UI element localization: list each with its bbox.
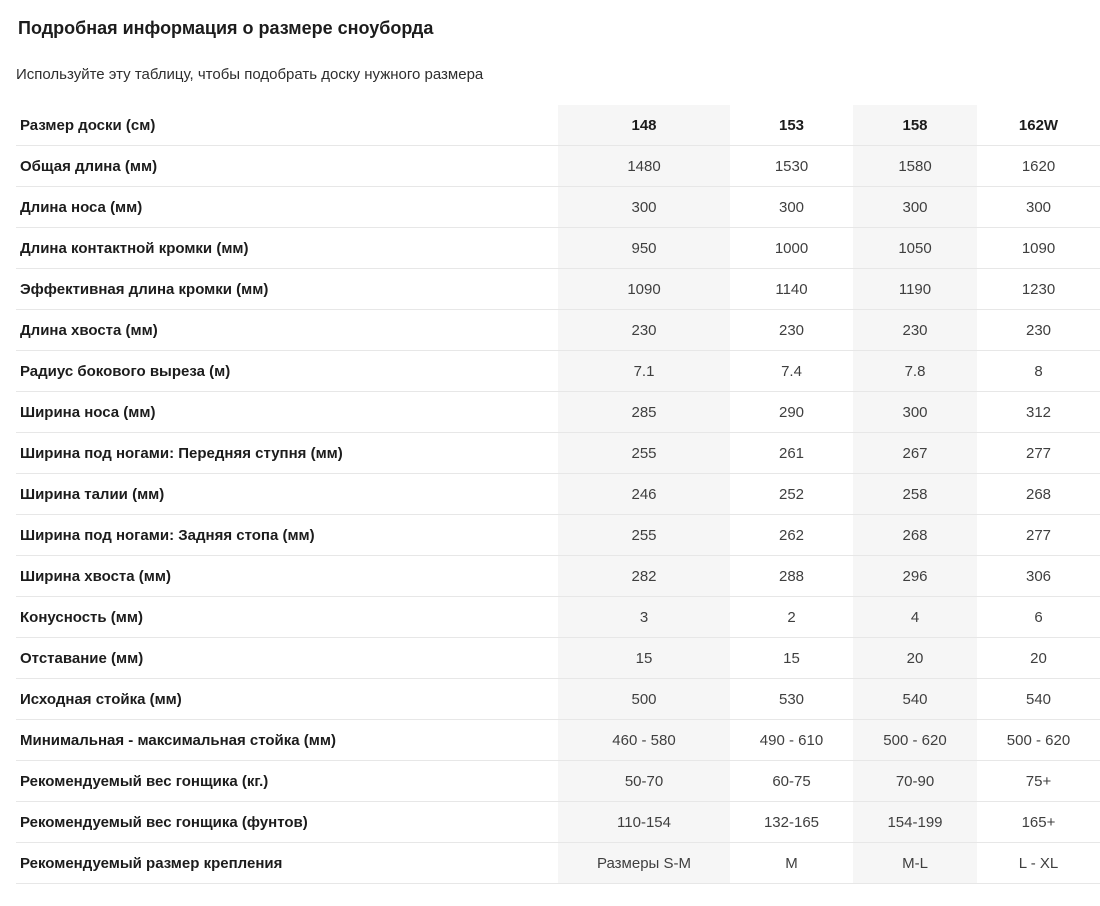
cell-value: M [730,843,853,884]
table-row [16,556,1100,597]
row-label: Ширина хвоста (мм) [16,556,558,597]
row-label: Длина хвоста (мм) [16,310,558,351]
cell-value: 252 [730,474,853,515]
row-label: Ширина под ногами: Задняя стопа (мм) [16,515,558,556]
cell-value: 262 [730,515,853,556]
row-label: Рекомендуемый размер крепления [16,843,558,884]
cell-value: 300 [853,392,977,433]
table-row [16,515,1100,556]
row-label: Отставание (мм) [16,638,558,679]
cell-value: 306 [977,556,1100,597]
cell-value: 282 [558,556,730,597]
cell-value: 312 [977,392,1100,433]
table-row [16,638,1100,679]
cell-value: 490 - 610 [730,720,853,761]
cell-value: 75+ [977,761,1100,802]
row-label: Конусность (мм) [16,597,558,638]
column-header-158: 158 [853,105,977,146]
page-title: Подробная информация о размере сноуборда [18,18,434,38]
cell-value: 2 [730,597,853,638]
cell-value: 1530 [730,146,853,187]
cell-value: 1190 [853,269,977,310]
cell-value: 460 - 580 [558,720,730,761]
row-label: Рекомендуемый вес гонщика (фунтов) [16,802,558,843]
cell-value: 540 [977,679,1100,720]
cell-value: 70-90 [853,761,977,802]
table-row [16,310,1100,351]
column-header-162w: 162W [977,105,1100,146]
page [0,16,1100,884]
table-body [16,146,1100,884]
cell-value: 267 [853,433,977,474]
cell-value: 230 [977,310,1100,351]
cell-value: 290 [730,392,853,433]
cell-value: 500 - 620 [853,720,977,761]
table-row [16,720,1100,761]
row-label: Общая длина (мм) [16,146,558,187]
cell-value: 255 [558,433,730,474]
cell-value: 277 [977,433,1100,474]
cell-value: 288 [730,556,853,597]
cell-value: 255 [558,515,730,556]
cell-value: 15 [730,638,853,679]
row-label: Исходная стойка (мм) [16,679,558,720]
cell-value: 1580 [853,146,977,187]
cell-value: 300 [977,187,1100,228]
cell-value: 540 [853,679,977,720]
cell-value: 20 [853,638,977,679]
table-row [16,843,1100,884]
cell-value: 1050 [853,228,977,269]
cell-value: 230 [853,310,977,351]
cell-value: 500 - 620 [977,720,1100,761]
cell-value: 230 [730,310,853,351]
cell-value: 20 [977,638,1100,679]
cell-value: 3 [558,597,730,638]
cell-value: 4 [853,597,977,638]
column-header-153: 153 [730,105,853,146]
header-label: Размер доски (см) [16,105,558,146]
table-row [16,187,1100,228]
cell-value: 500 [558,679,730,720]
cell-value: Размеры S-M [558,843,730,884]
table-row [16,228,1100,269]
cell-value: 261 [730,433,853,474]
cell-value: 1230 [977,269,1100,310]
cell-value: 1090 [558,269,730,310]
cell-value: 1000 [730,228,853,269]
cell-value: 296 [853,556,977,597]
column-header-148: 148 [558,105,730,146]
row-label: Эффективная длина кромки (мм) [16,269,558,310]
cell-value: 1480 [558,146,730,187]
table-row [16,351,1100,392]
row-label: Длина носа (мм) [16,187,558,228]
row-label: Рекомендуемый вес гонщика (кг.) [16,761,558,802]
cell-value: 230 [558,310,730,351]
snowboard-size-table [16,105,1100,884]
cell-value: 268 [977,474,1100,515]
cell-value: 285 [558,392,730,433]
cell-value: 8 [977,351,1100,392]
row-label: Длина контактной кромки (мм) [16,228,558,269]
table-row [16,761,1100,802]
cell-value: 530 [730,679,853,720]
cell-value: M-L [853,843,977,884]
page-subtitle: Используйте эту таблицу, чтобы подобрать доску нужного размера [16,66,484,83]
cell-value: 60-75 [730,761,853,802]
cell-value: 7.1 [558,351,730,392]
cell-value: 7.8 [853,351,977,392]
cell-value: 110-154 [558,802,730,843]
row-label: Радиус бокового выреза (м) [16,351,558,392]
cell-value: 154-199 [853,802,977,843]
cell-value: 1090 [977,228,1100,269]
cell-value: 7.4 [730,351,853,392]
cell-value: 300 [730,187,853,228]
table-row [16,679,1100,720]
cell-value: 300 [853,187,977,228]
table-row [16,269,1100,310]
row-label: Минимальная - максимальная стойка (мм) [16,720,558,761]
cell-value: 15 [558,638,730,679]
cell-value: 246 [558,474,730,515]
cell-value: 258 [853,474,977,515]
cell-value: 300 [558,187,730,228]
table-row [16,802,1100,843]
table-row [16,146,1100,187]
row-label: Ширина носа (мм) [16,392,558,433]
cell-value: L - XL [977,843,1100,884]
cell-value: 950 [558,228,730,269]
cell-value: 1620 [977,146,1100,187]
cell-value: 132-165 [730,802,853,843]
cell-value: 277 [977,515,1100,556]
table-header-row [16,105,1100,146]
table-row [16,474,1100,515]
cell-value: 165+ [977,802,1100,843]
table-row [16,597,1100,638]
cell-value: 268 [853,515,977,556]
cell-value: 50-70 [558,761,730,802]
cell-value: 1140 [730,269,853,310]
row-label: Ширина под ногами: Передняя ступня (мм) [16,433,558,474]
table-row [16,392,1100,433]
row-label: Ширина талии (мм) [16,474,558,515]
cell-value: 6 [977,597,1100,638]
table-row [16,433,1100,474]
